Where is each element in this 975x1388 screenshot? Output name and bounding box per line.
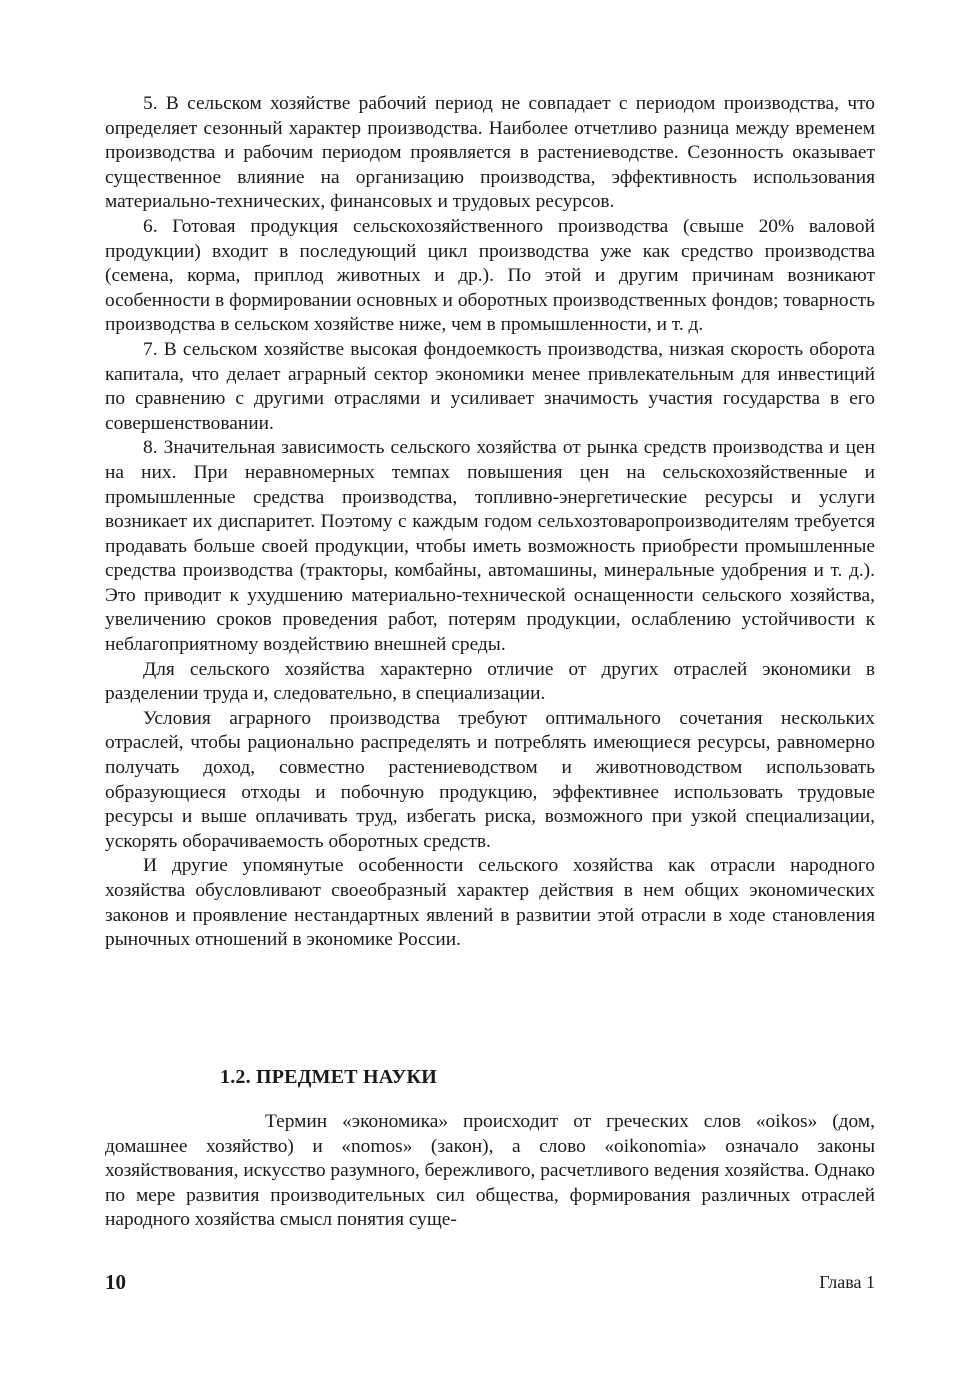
paragraph-item-6: 6. Готовая продукция сельскохозяйственного производства (свыше 20% валовой продукции) входит в последующий цикл производства уже как средство производства (семена, корма, приплод животных и др.). По этой и другим причинам возникают особенности в формировании основных и оборотных производственных фондов; товарность производства в сельском хозяйстве ниже, чем в промышленности, и т. д. <box>105 215 875 336</box>
paragraph-conclusion: И другие упомянутые особенности сельского хозяйства как отрасли народного хозяйства обусловливают своеобразный характер действия в нем общих экономических законов и проявление нестандартных явлений в развитии этой отрасли в ходе становления рыночных отношений в экономике России. <box>105 855 875 951</box>
paragraph-item-8: 8. Значительная зависимость сельского хозяйства от рынка средств производства и цен на них. При неравномерных темпах повышения цен на сельскохозяйственные и промышленные средства производства, топливно-энергетические ресурсы и услуги возникает их диспаритет. Поэтому с каждым годом сельхозтоваропроизводителям требуется продавать больше своей продукции, чтобы иметь возможность приобрести промышленные средства производства (тракторы, комбайны, автомашины, минеральные удобрения и т. д.). Это приводит к ухудшению материально-технической оснащенности сельского хозяйства, увеличению сроков проведения работ, потерям продукции, ослаблению устойчивости к неблагоприятному воздействию внешней среды. <box>105 437 875 656</box>
paragraph-item-5: 5. В сельском хозяйстве рабочий период не совпадает с периодом производства, что определяет сезонный характер производства. Наиболее отчетливо разница между временем производства и рабочим периодом проявляется в растениеводстве. Сезонность оказывает существенное влияние на организацию производства, эффективность использования материально-технических, финансовых и трудовых ресурсов. <box>105 93 875 213</box>
section-text <box>105 1110 875 1233</box>
body-text <box>105 92 875 953</box>
page-number: 10 <box>105 1270 126 1294</box>
section-paragraph: Термин «экономика» происходит от греческих слов «oikos» (дом, домашнее хозяйство) и «nomos» (закон), а слово «oikonomia» означало законы хозяйствования, искусство разумного, бережливого, расчетливого ведения хозяйства. Однако по мере развития производительных сил общества, формирования различных отраслей народного хозяйства смысл понятия суще- <box>105 1111 875 1231</box>
page-footer <box>105 1270 875 1298</box>
paragraph-specialization: Для сельского хозяйства характерно отличие от других отраслей экономики в разделении труда и, следовательно, в специализации. <box>105 658 875 705</box>
paragraph-conditions: Условия аграрного производства требуют оптимального сочетания нескольких отраслей, чтобы рационально распределять и потреблять имеющиеся ресурсы, равномерно получать доход, совместно растениеводством и животноводством использовать образующиеся отходы и побочную продукцию, эффективнее использовать трудовые ресурсы и выше оплачивать труд, избегать риска, возможного при узкой специализации, ускорять оборачиваемость оборотных средств. <box>105 707 875 852</box>
chapter-label: Глава 1 <box>819 1272 875 1292</box>
section-heading: 1.2. ПРЕДМЕТ НАУКИ <box>220 1066 438 1088</box>
paragraph-item-7: 7. В сельском хозяйстве высокая фондоемкость производства, низкая скорость оборота капитала, что делает аграрный сектор экономики менее привлекательным для инвестиций по сравнению с другими отраслями и усиливает значимость участия государства в его совершенствовании. <box>105 338 875 434</box>
